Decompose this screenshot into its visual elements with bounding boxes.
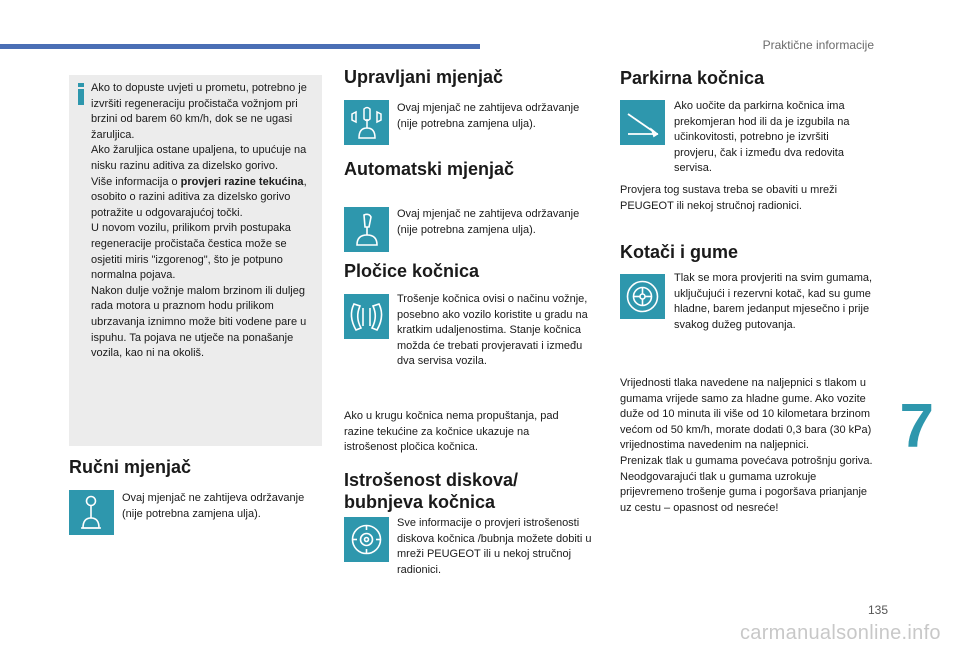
watermark: carmanualsonline.info xyxy=(740,622,941,644)
gear-lever-icon xyxy=(69,490,114,535)
parking-brake-title: Parkirna kočnica xyxy=(620,68,765,88)
automatic-gearbox-title: Automatski mjenjač xyxy=(344,159,515,179)
info-paragraph: U novom vozilu, prilikom prvih postupaka regeneracije pročistača čestica može se osjetiti miris "izgorenog", što je potpuno normalna pojava. xyxy=(91,222,291,282)
disc-wear-title: Istrošenost diskova/ bubnjeva kočnica xyxy=(344,470,519,512)
info-paragraph: Ako to dopuste uvjeti u prometu, potrebno je izvršiti regeneraciju pročistača vožnjom pri brzini od barem 60 km/h, dok se ne ugasi žaruljica. xyxy=(91,82,307,141)
page-number: 135 xyxy=(868,603,889,617)
brake-pads-icon xyxy=(344,294,389,339)
wheels-tyres-text: Tlak se mora provjeriti na svim gumama, uključujući i rezervni kotač, kad su gume hladne, barem jedanput mjesečno i prije svakog dužeg putovanja. xyxy=(674,272,873,331)
header-bar xyxy=(0,44,480,49)
manual-gearbox-title: Ručni mjenjač xyxy=(69,457,192,477)
section-title: Praktične informacije xyxy=(762,38,874,52)
parking-brake-text: Ako uočite da parkirna kočnica ima prekomjeran hod ili da je izgubila na učinkovitosti, potrebno je izvršiti provjeru, čak i između dva redovita servisa. xyxy=(674,100,850,175)
controlled-gearbox-text: Ovaj mjenjač ne zahtijeva održavanje (nije potrebna zamjena ulja). xyxy=(397,102,580,130)
info-paragraph: Nakon dulje vožnje malom brzinom ili duljeg rada motora u praznom hodu prilikom ubrzavanja iznimno može biti vodene pare u ispuhu. Ta pojava ne utječe na ponašanje vozila, kao ni na okoliš. xyxy=(91,284,307,360)
wheel-icon xyxy=(620,274,665,319)
automatic-selector-icon xyxy=(344,207,389,252)
brake-pads-text: Trošenje kočnica ovisi o načinu vožnje, posebno ako vozilo koristite u gradu na kratkim udaljenostima. Stanje kočnica možda će trebati provjeravati i između dva servisa vozila. xyxy=(397,293,588,368)
info-paragraph: Više informacija o provjeri razine tekućina, osobito o razini aditiva za dizelsko gorivo potražite u odgovarajućoj točki. xyxy=(91,175,307,219)
wheels-tyres-note: Vrijednosti tlaka navedene na naljepnici s tlakom u gumama vrijede samo za hladne gume. Ako vozite duže od 10 minuta ili više od 10 kilometara brzinom većom od 50 km/h, morate dodati 0,3 bara (30 kPa) vrijednostima navedenim na naljepnici. Prenizak tlak u gumama povećava potrošnju goriva. Neodgovarajući tlak u gumama uzrokuje prijevremeno trošenje guma i pogoršava prianjanje uz cestu – opasnost od nesreće! xyxy=(620,377,873,514)
info-text xyxy=(91,81,317,362)
disc-wear-text: Sve informacije o provjeri istrošenosti diskova kočnica /bubnja možete dobiti u mreži PEUGEOT ili u nekoj stručnoj radionici. xyxy=(397,517,592,576)
automatic-gearbox-text: Ovaj mjenjač ne zahtijeva održavanje (nije potrebna zamjena ulja). xyxy=(397,208,580,236)
chapter-number: 7 xyxy=(899,392,934,461)
parking-brake-icon xyxy=(620,100,665,145)
manual-gearbox-text: Ovaj mjenjač ne zahtijeva održavanje (nije potrebna zamjena ulja). xyxy=(122,492,305,520)
info-icon xyxy=(77,83,85,105)
brake-pads-title: Pločice kočnica xyxy=(344,261,480,281)
wheels-tyres-title: Kotači i gume xyxy=(620,242,739,262)
gear-lever-paddles-icon xyxy=(344,100,389,145)
parking-brake-note: Provjera tog sustava treba se obaviti u mreži PEUGEOT ili nekoj stručnoj radionici. xyxy=(620,184,838,212)
controlled-gearbox-title: Upravljani mjenjač xyxy=(344,67,504,87)
info-paragraph: Ako žaruljica ostane upaljena, to upućuje na nisku razinu aditiva za dizelsko gorivo. xyxy=(91,144,307,172)
brake-pads-note: Ako u krugu kočnica nema propuštanja, pad razine tekućine za kočnice ukazuje na istrošenost pločica kočnica. xyxy=(344,410,559,454)
info-box xyxy=(69,75,322,446)
brake-disc-icon xyxy=(344,517,389,562)
fluid-check-link: provjeri razine tekućina xyxy=(180,175,304,188)
